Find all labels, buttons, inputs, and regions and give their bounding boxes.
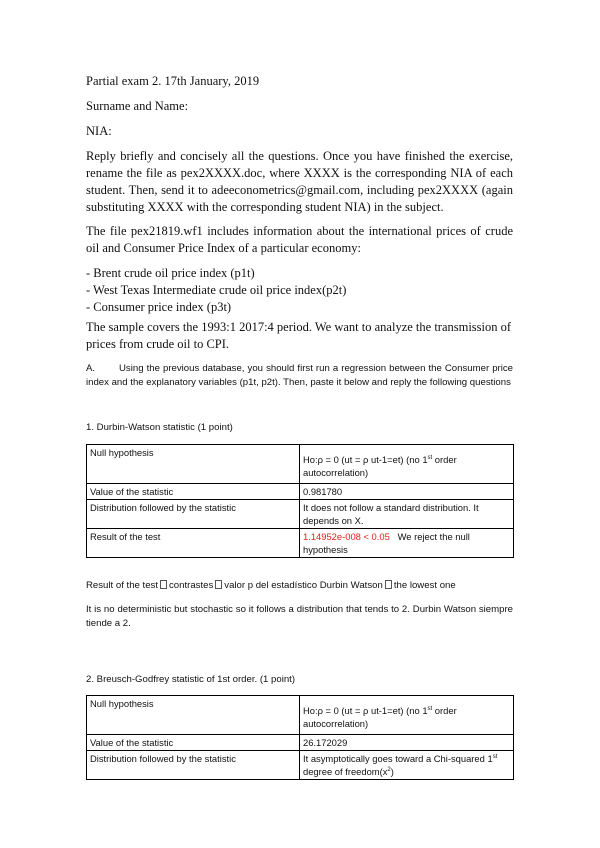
variables-list <box>86 265 513 316</box>
q2-dist-label: Distribution followed by the statistic <box>87 751 300 780</box>
q1-value-value: 0.981780 <box>300 484 514 500</box>
q2-title: 2. Breusch-Godfrey statistic of 1st order. (1 point) <box>86 674 296 685</box>
surname-label: Surname and Name: <box>86 99 189 113</box>
file-info-paragraph: The file pex21819.wf1 includes information about the international prices of crude oil and Consumer Price Index of a particular economy: <box>86 224 513 255</box>
missing-glyph-icon <box>385 580 392 589</box>
q1-result-label: Result of the test <box>87 529 300 558</box>
section-a-paragraph <box>86 362 513 390</box>
variable-item: - Consumer price index (p3t) <box>86 300 232 314</box>
q2-table <box>86 695 514 780</box>
table-row <box>87 751 514 780</box>
table-row <box>87 735 514 751</box>
q1-note: Result of the test contrastes valor p del estadístico Durbin Watson the lowest one <box>86 580 456 591</box>
q2-value-label: Value of the statistic <box>87 735 300 751</box>
table-row <box>87 529 514 558</box>
variable-item: - West Texas Intermediate crude oil price index(p2t) <box>86 283 347 297</box>
q1-note2: It is no deterministic but stochastic so it follows a distribution that tends to 2. Durbin Watson siempre tiende a 2. <box>86 604 513 629</box>
q1-table <box>86 444 514 558</box>
sample-paragraph: The sample covers the 1993:1 2017:4 period. We want to analyze the transmission of prices from crude oil to CPI. <box>86 320 512 351</box>
table-row <box>87 445 514 484</box>
q2-null-label: Null hypothesis <box>87 696 300 735</box>
q1-value-label: Value of the statistic <box>87 484 300 500</box>
section-a-text: Using the previous database, you should first run a regression between the Consumer price index and the explanatory variables (p1t, p2t). Then, paste it below and reply the following questions <box>86 363 513 388</box>
q1-result-pvalue: 1.14952e-008 < 0.05 <box>303 531 390 542</box>
variable-item: - Brent crude oil price index (p1t) <box>86 266 255 280</box>
q2-value-value: 26.172029 <box>300 735 514 751</box>
q1-dist-label: Distribution followed by the statistic <box>87 500 300 529</box>
table-row <box>87 484 514 500</box>
instructions-paragraph: Reply briefly and concisely all the questions. Once you have finished the exercise, rename the file as pex2XXXX.doc, where XXXX is the corresponding NIA of each student. Then, send it to adeeconometrics@gmail.com, including pex2XXXX (again substituting XXXX with the corresponding student NIA) in the subject. <box>86 149 513 214</box>
q1-null-value: Ho:ρ = 0 (ut = ρ ut-1=et) (no 1st order autocorrelation) <box>300 445 514 484</box>
table-row <box>87 696 514 735</box>
missing-glyph-icon <box>215 580 222 589</box>
exam-title: Partial exam 2. 17th January, 2019 <box>86 74 260 88</box>
q1-null-label: Null hypothesis <box>87 445 300 484</box>
q2-dist-value: It asymptotically goes toward a Chi-squared 1st degree of $freedom(x^2)$ <box>300 751 514 780</box>
missing-glyph-icon <box>160 580 167 589</box>
q1-title: 1. Durbin-Watson statistic (1 point) <box>86 422 233 433</box>
table-row <box>87 500 514 529</box>
q1-dist-value: It does not follow a standard distribution. It depends on X. <box>300 500 514 529</box>
section-a-label: A. <box>86 363 96 374</box>
q2-null-value: Ho:ρ = 0 (ut = ρ ut-1=et) (no 1st order autocorrelation) <box>300 696 514 735</box>
q1-result-value: 1.14952e-008 < 0.05 We reject the null hypothesis <box>300 529 514 558</box>
nia-label: NIA: <box>86 124 112 138</box>
